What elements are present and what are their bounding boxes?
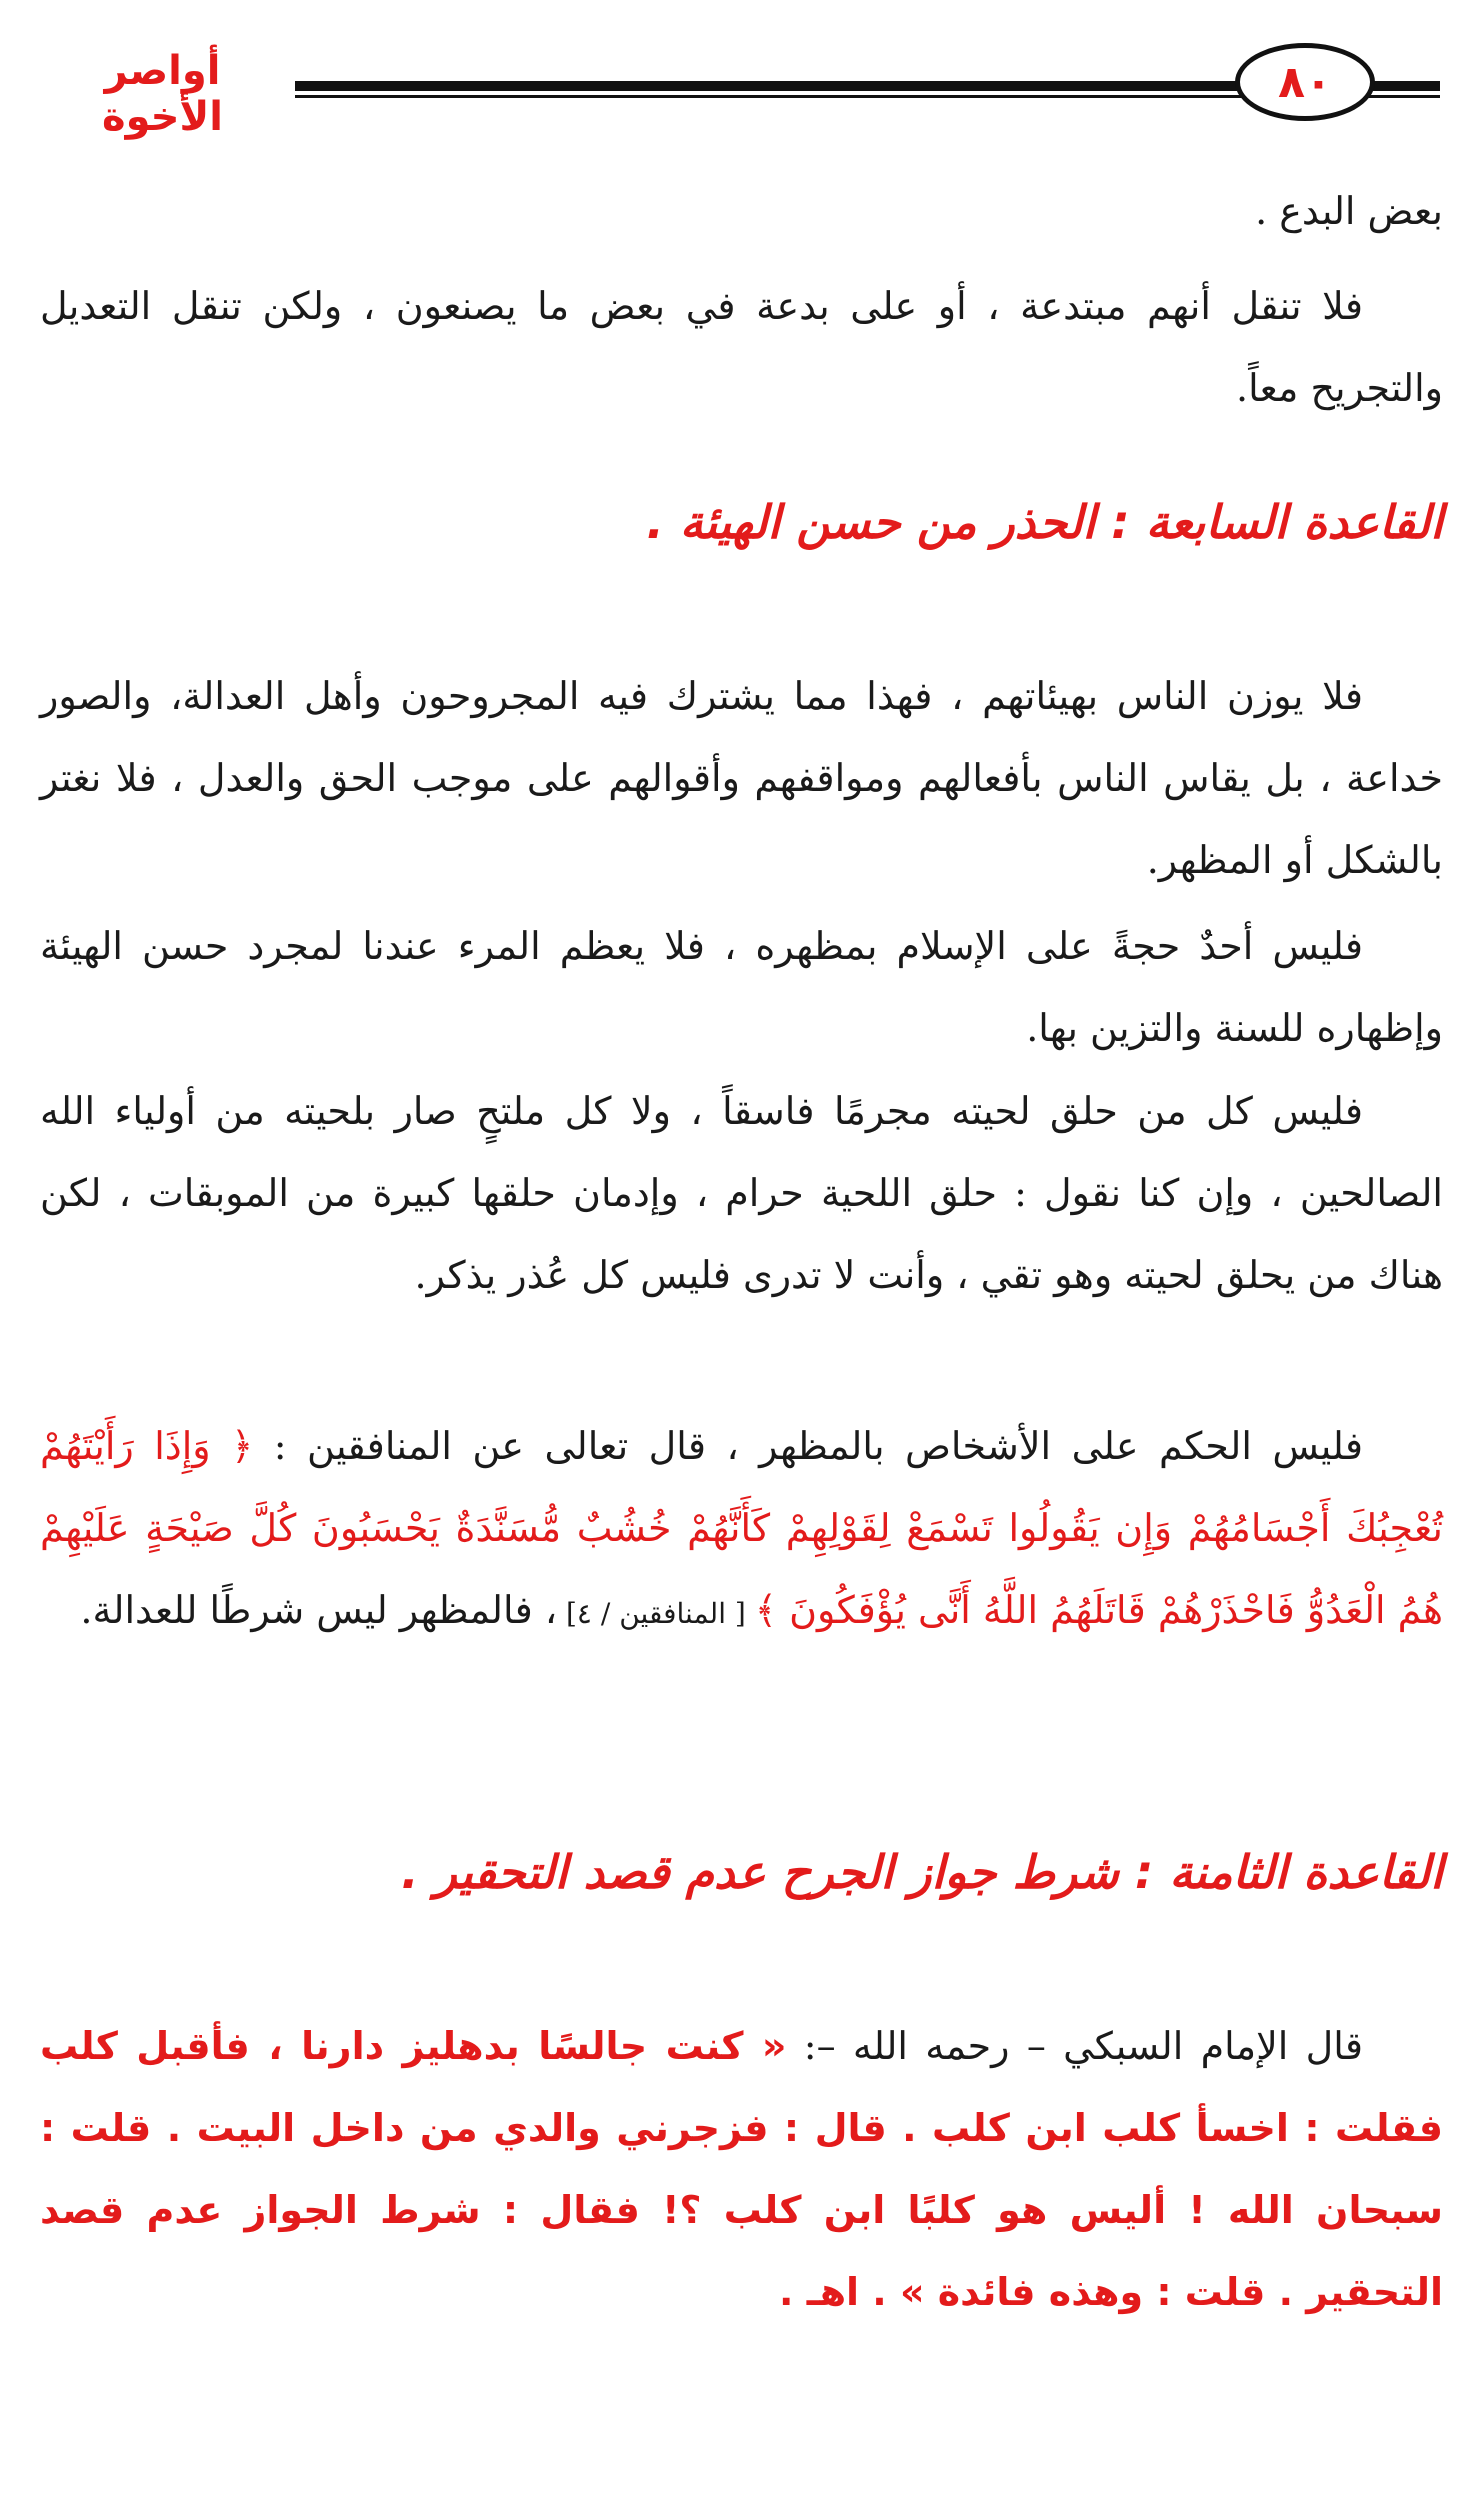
page-header — [40, 28, 1440, 138]
paragraph-7-start: قال الإمام السبكي – رحمه الله –: — [786, 2024, 1363, 2068]
subki-quote: « كنت جالسًا بدهليز دارنا ، فأقبل كلب فقلت : اخسأ كلب ابن كلب . قال : فزجرني والدي من داخل البيت . قلت : سبحان الله ! أليس هو كلبًا ابن كلب ؟! فقال : شرط الجواز عدم قصد التحقير . قلت : وهذه فائدة » . اهـ . — [40, 2024, 1443, 2314]
quran-verse: ﴿ وَإِذَا رَأَيْتَهُمْ تُعْجِبُكَ أَجْسَامُهُمْ وَإِن يَقُولُوا تَسْمَعْ لِقَوْلِهِمْ كَأَنَّهُمْ خُشُبٌ مُّسَنَّدَةٌ يَحْسَبُونَ كُلَّ صَيْحَةٍ عَلَيْهِمْ هُمُ الْعَدُوُّ فَاحْذَرْهُمْ قَاتَلَهُمُ اللَّهُ أَنَّى يُؤْفَكُونَ ﴾ — [40, 1424, 1443, 1632]
heading-rule-eight: القاعدة الثامنة : شرط جواز الجرح عدم قصد التحقير . — [401, 1845, 1443, 1899]
page-number: ٨٠ — [1278, 56, 1332, 108]
page-number-oval — [1235, 43, 1375, 121]
paragraph-4: فليس أحدٌ حجةً على الإسلام بمظهره ، فلا يعظم المرء عندنا لمجرد حسن الهيئة وإظهاره للسنة والتزين بها. — [40, 924, 1443, 1050]
heading-rule-seven: القاعدة السابعة : الحذر من حسن الهيئة . — [646, 495, 1443, 549]
quran-reference: [ المنافقين / ٤] — [557, 1597, 755, 1630]
paragraph-6-start: فليس الحكم على الأشخاص بالمظهر ، قال تعالى عن المنافقين : — [253, 1424, 1363, 1468]
paragraph-7 — [40, 2005, 1443, 2333]
book-title: أواصر الأخوة — [40, 48, 285, 140]
paragraph-2: فلا تنقل أنهم مبتدعة ، أو على بدعة في بعض ما يصنعون ، ولكن تنقل التعديل والتجريح معاً. — [40, 284, 1443, 410]
paragraph-1: بعض البدع . — [1255, 189, 1443, 233]
paragraph-3: فلا يوزن الناس بهيئاتهم ، فهذا مما يشترك فيه المجروحون وأهل العدالة، والصور خداعة ، بل يقاس الناس بأفعالهم ومواقفهم وأقوالهم على موجب الحق والعدل ، فلا نغتر بالشكل أو المظهر. — [40, 674, 1443, 882]
paragraph-6 — [40, 1405, 1443, 1655]
paragraph-5: فليس كل من حلق لحيته مجرمًا فاسقاً ، ولا كل ملتحٍ صار بلحيته من أولياء الله الصالحين ، وإن كنا نقول : حلق اللحية حرام ، وإدمان حلقها كبيرة من الموبقات ، لكن هناك من يحلق لحيته وهو تقي ، وأنت لا تدرى فليس كل عُذر يذكر. — [40, 1089, 1443, 1297]
paragraph-6-end: ، فالمظهر ليس شرطًا للعدالة. — [80, 1588, 558, 1632]
